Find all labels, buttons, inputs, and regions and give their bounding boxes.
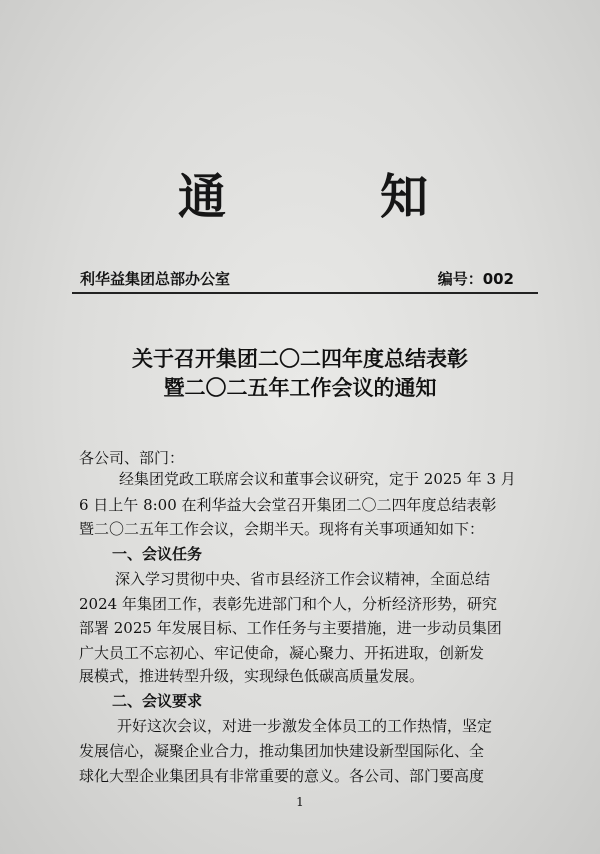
- section-1-heading: 一、会议任务: [112, 545, 203, 563]
- header-title-char-2: 知: [380, 169, 429, 225]
- page-number: 1: [296, 795, 304, 809]
- section-1-line-4: 广大员工不忘初心、牢记使命，凝心聚力、开拓进取，创新发: [79, 644, 485, 662]
- section-1-line-1: 深入学习贯彻中央、省市县经济工作会议精神，全面总结: [115, 570, 491, 588]
- intro-line-3: 暨二〇二五年工作会议，会期半天。现将有关事项通知如下：: [79, 520, 485, 538]
- intro-line-1: 经集团党政工联席会议和董事会议研究，定于 2025 年 3 月: [119, 470, 516, 488]
- notice-title-line-2: 暨二〇二五年工作会议的通知: [163, 376, 437, 400]
- issuer-label: 利华益集团总部办公室: [80, 270, 231, 288]
- section-2-line-1: 开好这次会议，对进一步激发全体员工的工作热情，坚定: [117, 717, 493, 735]
- header-title-char-1: 通: [178, 169, 227, 225]
- document-number: 编号：002: [437, 270, 514, 288]
- section-1-line-3: 部署 2025 年发展目标、工作任务与主要措施，进一步动员集团: [79, 619, 502, 637]
- section-2-line-3: 球化大型企业集团具有非常重要的意义。各公司、部门要高度: [79, 767, 485, 785]
- notice-title-line-1: 关于召开集团二〇二四年度总结表彰: [132, 347, 468, 371]
- header-divider: [72, 292, 538, 294]
- section-1-line-5: 展模式，推进转型升级，实现绿色低碳高质量发展。: [79, 667, 425, 685]
- intro-line-2: 6 日上午 8:00 在利华益大会堂召开集团二〇二四年度总结表彰: [79, 496, 497, 514]
- section-2-line-2: 发展信心，凝聚企业合力，推动集团加快建设新型国际化、全: [79, 742, 485, 760]
- salutation: 各公司、部门：: [79, 449, 185, 467]
- section-2-heading: 二、会议要求: [112, 692, 203, 710]
- section-1-line-2: 2024 年集团工作，表彰先进部门和个人，分析经济形势，研究: [79, 595, 497, 613]
